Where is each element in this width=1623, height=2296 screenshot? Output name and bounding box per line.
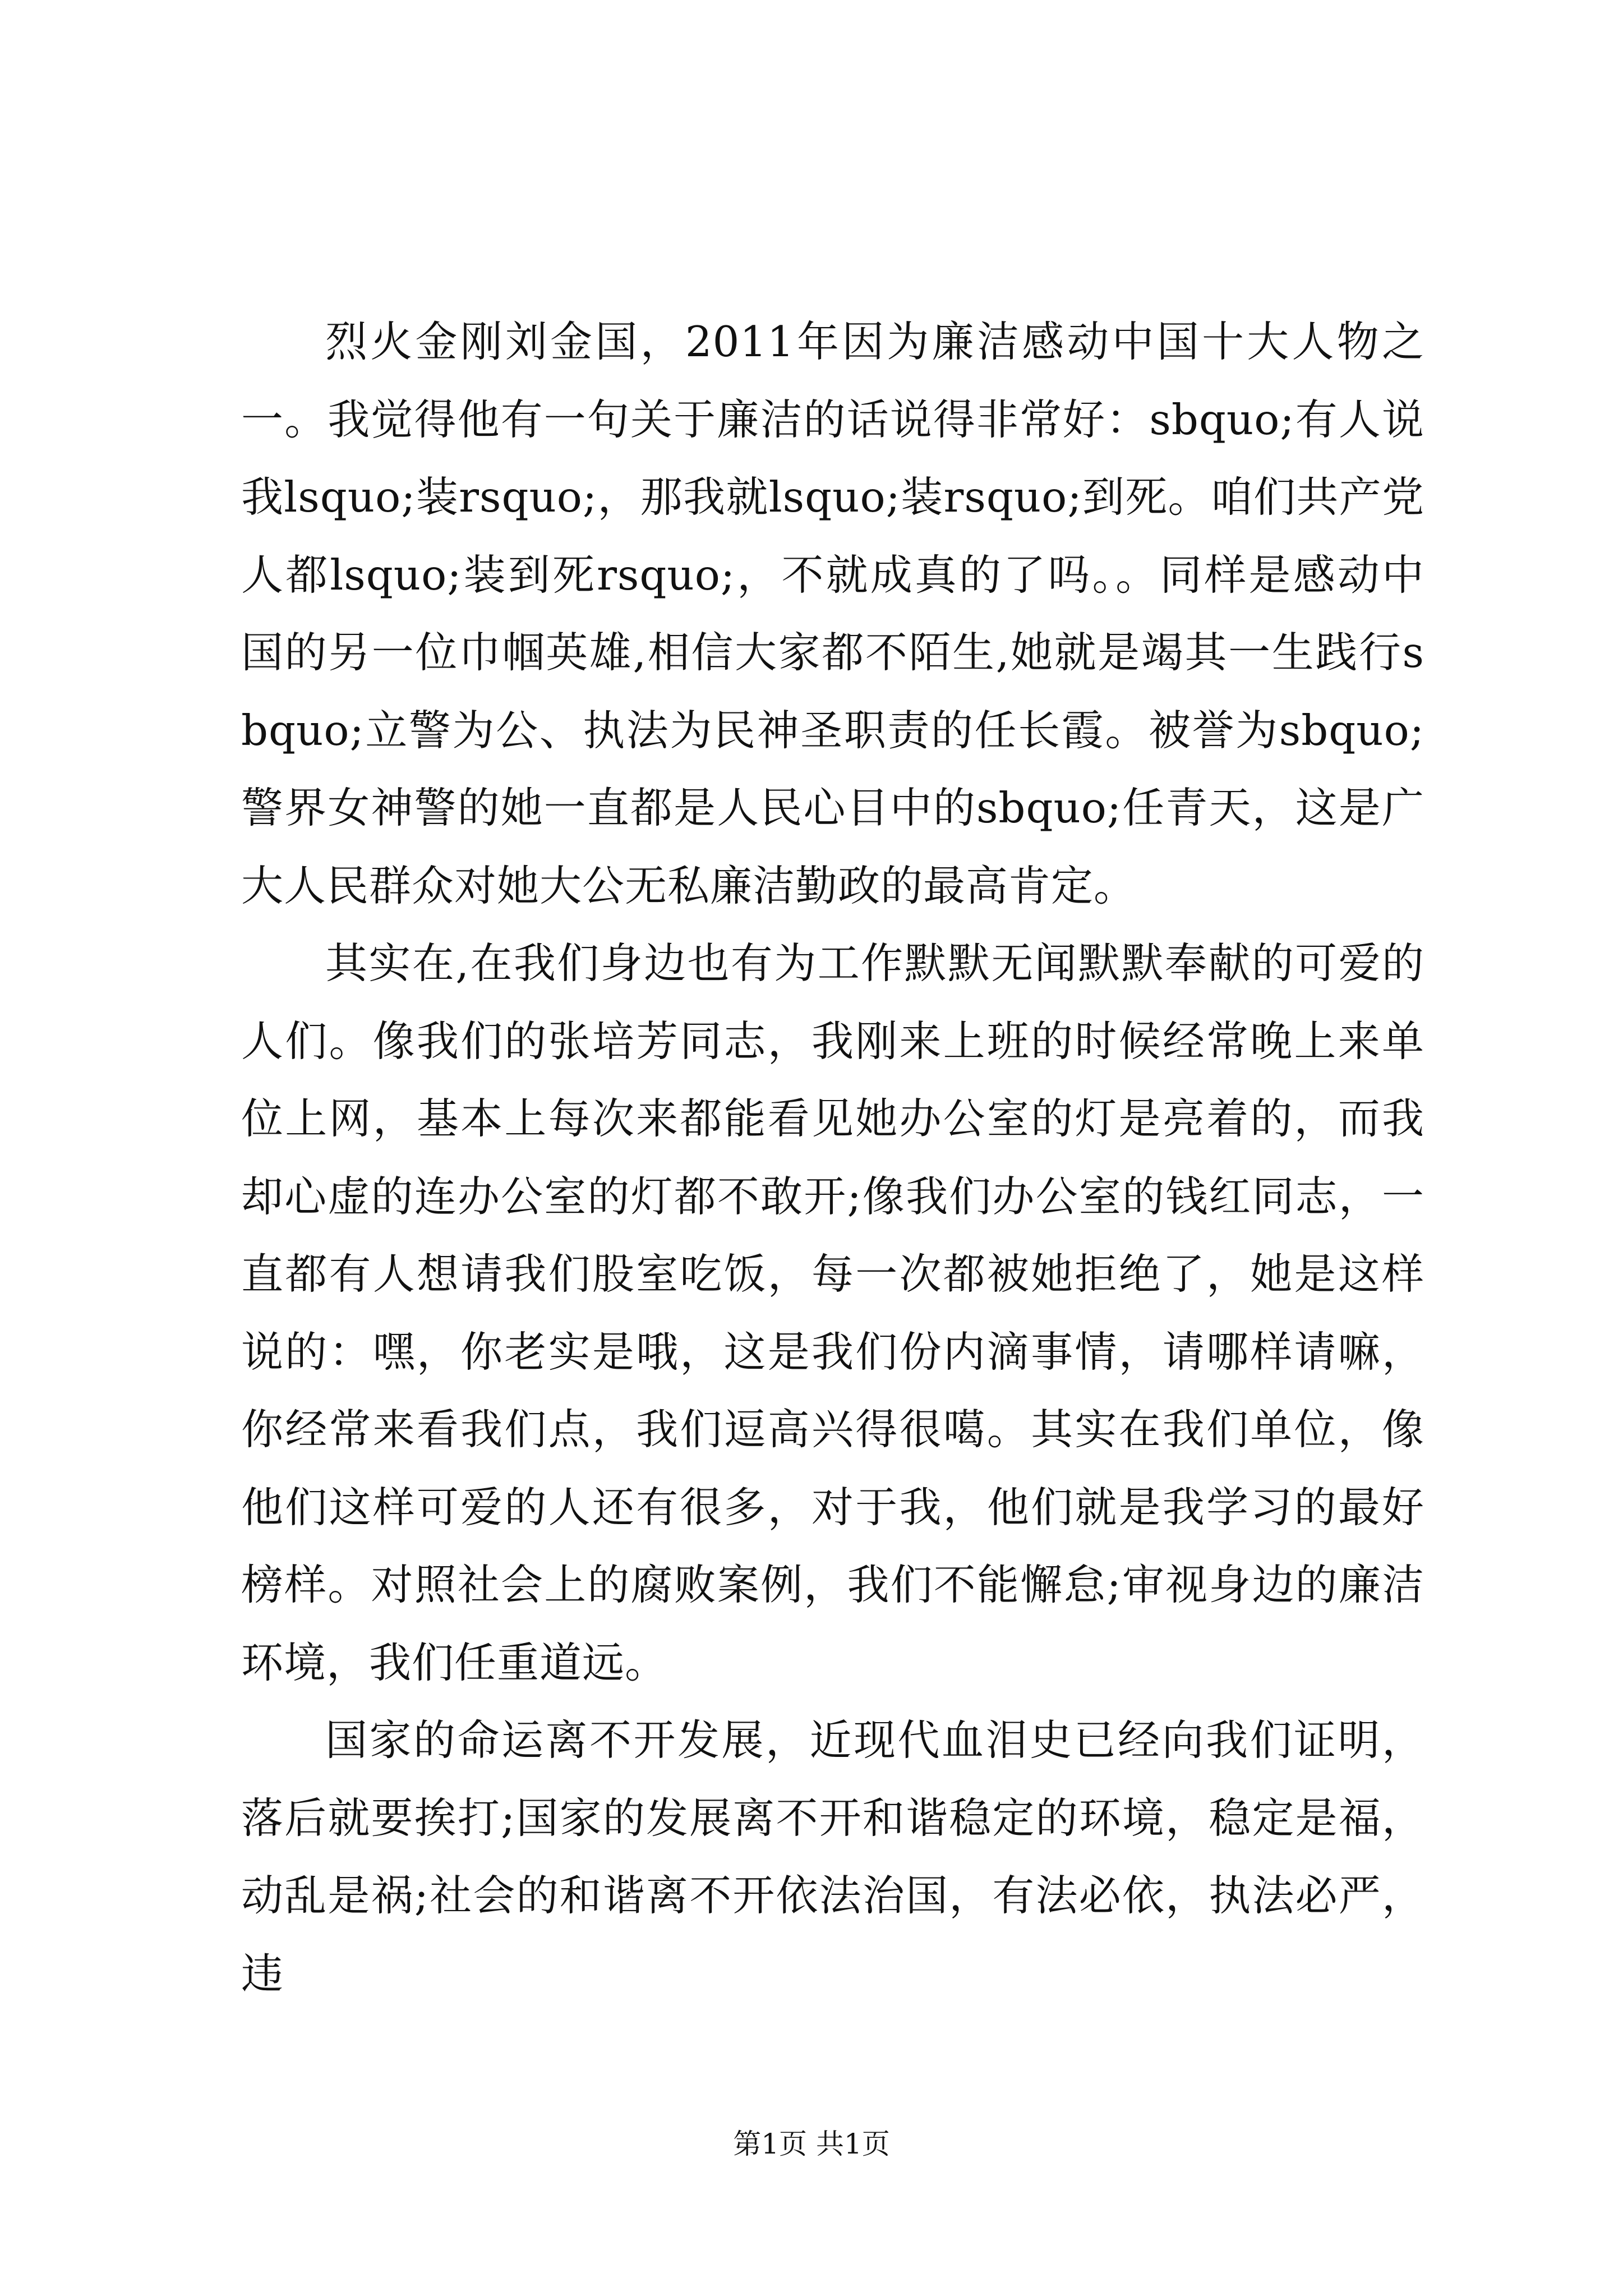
paragraph-3: 国家的命运离不开发展，近现代血泪史已经向我们证明，落后就要挨打;国家的发展离不开和谐稳定的环境，稳定是福，动乱是祸;社会的和谐离不开依法治国，有法必依，执法必严，违 <box>241 1715 1424 1998</box>
document-body <box>241 303 1424 2012</box>
paragraph-2: 其实在,在我们身边也有为工作默默无闻默默奉献的可爱的人们。像我们的张培芳同志，我刚来上班的时候经常晚上来单位上网，基本上每次来都能看见她办公室的灯是亮着的，而我却心虚的连办公室的灯都不敢开;像我们办公室的钱红同志，一直都有人想请我们股室吃饭，每一次都被她拒绝了，她是这样说的：嘿，你老实是哦，这是我们份内滴事情，请哪样请嘛，你经常来看我们点，我们逗高兴得很噶。其实在我们单位，像他们这样可爱的人还有很多，对于我，他们就是我学习的最好榜样。对照社会上的腐败案例，我们不能懈怠;审视身边的廉洁环境，我们任重道远。 <box>241 938 1424 1687</box>
paragraph-1: 烈火金刚刘金国，2011年因为廉洁感动中国十大人物之一。我觉得他有一句关于廉洁的话说得非常好：sbquo;有人说我lsquo;装rsquo;，那我就lsquo;装rsquo;到死。咱们共产党人都lsquo;装到死rsquo;，不就成真的了吗。。同样是感动中国的另一位巾帼英雄,相信大家都不陌生,她就是竭其一生践行sbquo;立警为公、执法为民神圣职责的任长霞。被誉为sbquo;警界女神警的她一直都是人民心目中的sbquo;任青天，这是广大人民群众对她大公无私廉洁勤政的最高肯定。 <box>241 317 1424 910</box>
page-footer: 第1页 共1页 <box>733 2128 890 2160</box>
